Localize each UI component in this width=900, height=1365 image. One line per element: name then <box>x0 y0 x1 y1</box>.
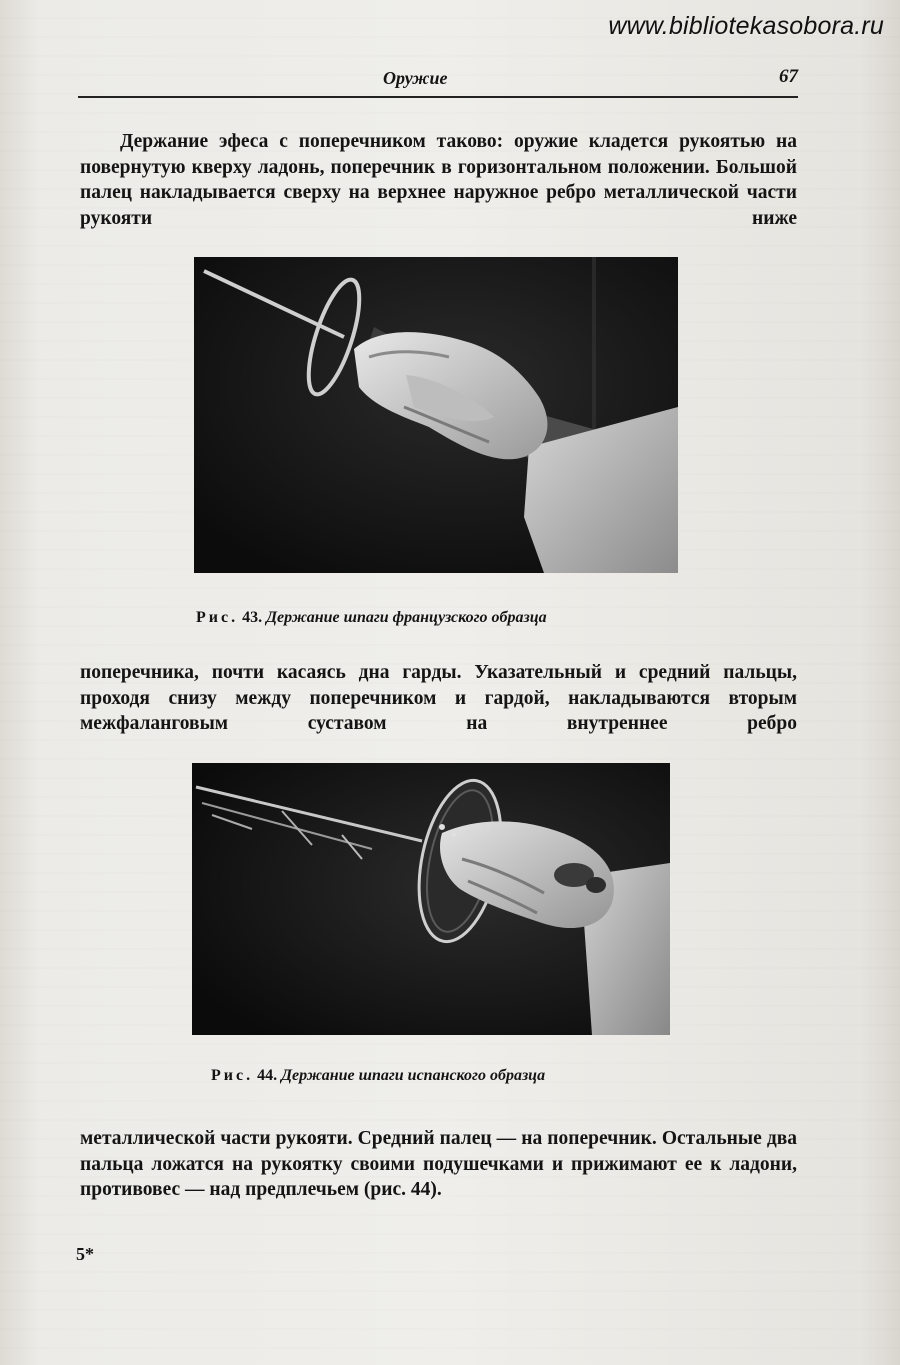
running-head <box>78 66 798 96</box>
paragraph-1: Держание эфеса с поперечником таково: оружие кладется рукоятью на повернутую кверху ладонь, поперечник в горизонтальном положении. Большой палец накладывается сверху на верхнее наружное ребро металлической части рукояти ниже <box>80 131 797 229</box>
figure-43-caption-text: Держание шпаги французского образца <box>266 609 547 626</box>
figure-44-caption <box>211 1067 545 1085</box>
figure-43-label: Рис. <box>196 609 239 626</box>
page-number: 67 <box>779 66 798 87</box>
figure-44-caption-text: Держание шпаги испанского образца <box>281 1067 546 1084</box>
figure-43-photo <box>194 257 678 573</box>
figure-44-number: 44. <box>257 1067 278 1084</box>
paragraph-2: поперечника, почти касаясь дна гарды. Указательный и средний пальцы, проходя снизу между поперечником и гардой, накладываются вторым межфаланговым суставом на внутреннее ребро <box>80 662 797 734</box>
printer-signature-mark: 5* <box>76 1244 94 1264</box>
header-rule <box>78 96 798 98</box>
figure-44-label: Рис. <box>211 1067 254 1084</box>
running-title: Оружие <box>383 68 448 88</box>
watermark-url: www.bibliotekasobora.ru <box>608 12 884 40</box>
figure-43-caption <box>196 609 547 627</box>
figure-43-number: 43. <box>242 609 263 626</box>
paragraph-3: металлической части рукояти. Средний палец — на поперечник. Остальные два пальца ложатся на рукоятку своими подушечками и прижимают ее к ладони, противовес — над предплечьем (рис. 44). <box>80 1128 797 1200</box>
figure-44-photo <box>192 763 670 1035</box>
